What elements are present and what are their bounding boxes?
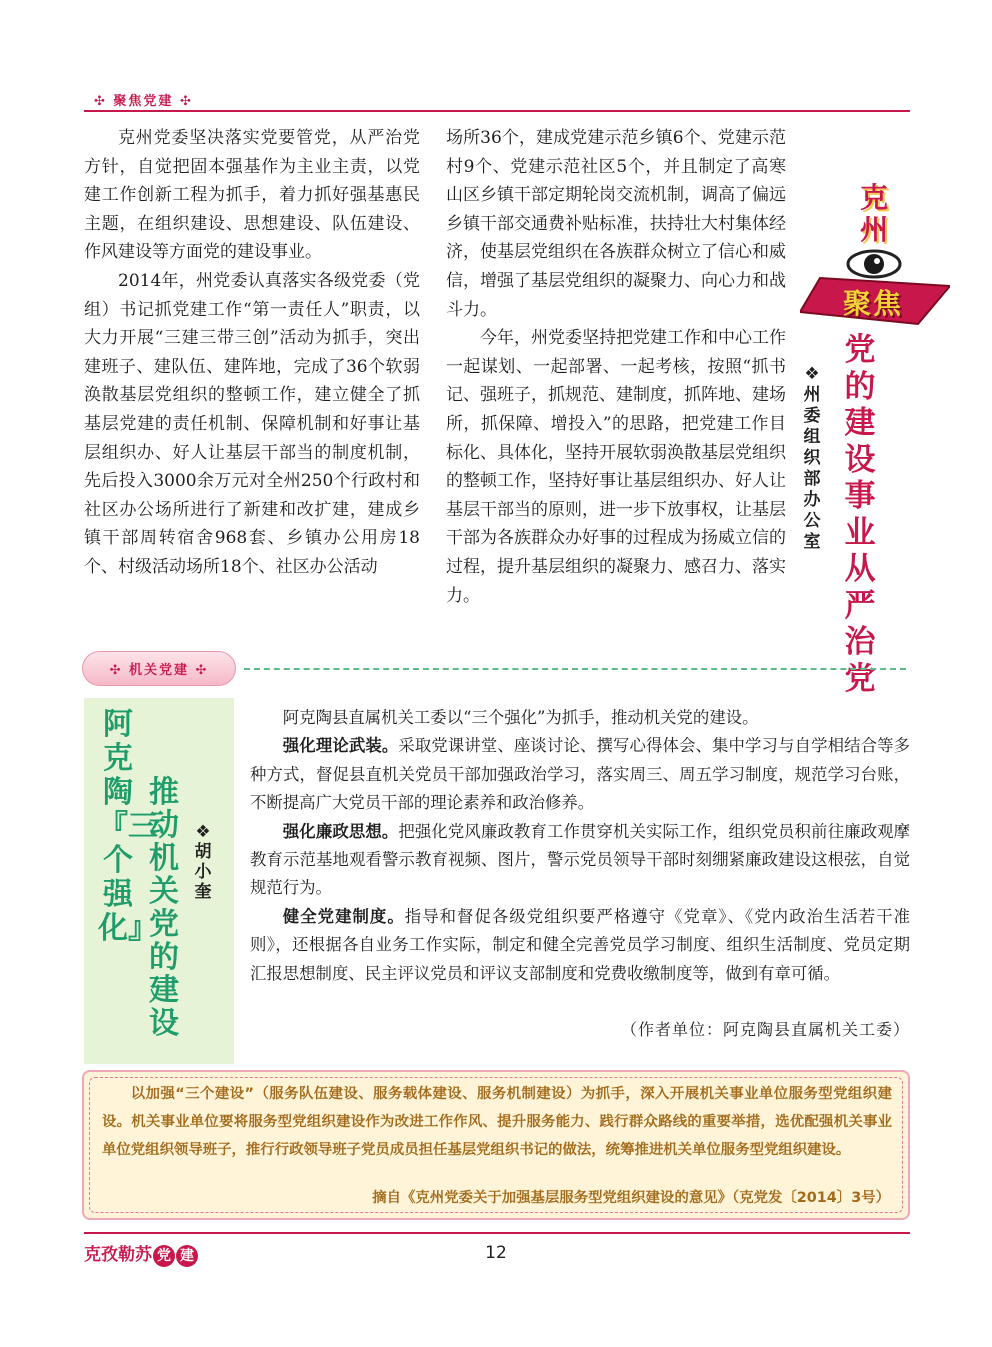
section2-tag: ✣ 机关党建 ✣: [109, 663, 209, 678]
article2-byline: ❖胡小奎: [194, 822, 212, 902]
point-text: 把强化党风廉政教育工作贯穿机关实际工作，组织党员积前往廉政观摩教育示范基地观看警示教育视频、图片，警示党员领导干部时刻绷紧廉政建设这根弦，自觉规范行为。: [250, 821, 911, 898]
article1-paragraph: 克州党委坚决落实党要管党，从严治党方针，自觉把固本强基作为主业主责，以党建工作创新工程为抓手，着力抓好强基惠民主题，在组织建设、思想建设、队伍建设、作风建设等方面党的建设事业。: [84, 128, 420, 263]
point-heading: 强化理论武装。: [282, 736, 399, 756]
bottom-divider: [84, 1232, 910, 1234]
article1-byline: ❖州委组织部办公室: [803, 364, 821, 552]
footer-brand-jian: 建: [176, 1245, 198, 1267]
article1-paragraph: 今年，州党委坚持把党建工作和中心工作一起谋划、一起部署、一起考核，按照“抓书记、强班子，抓规范、建制度，抓阵地、建场所，抓保障、增投入”的思路，把党建工作目标化、具体化，坚持开展软弱涣散基层党组织的整顿工作，坚持好事让基层组织办、好人让基层干部当的原则，进一步下放事权，让基层干部为各族群众办好事的过程成为扬威立信的过程，提升基层组织的凝聚力、感召力、落实力。: [446, 328, 786, 606]
point-heading: 健全党建制度。: [282, 906, 405, 926]
quote-text: [102, 1080, 892, 1164]
article2-point: [250, 818, 910, 903]
footer-brand-dang: 党: [153, 1245, 175, 1267]
point-heading: 强化廉政思想。: [282, 821, 399, 841]
page-number: 12: [485, 1243, 507, 1263]
article2-point: [250, 732, 910, 817]
article1-paragraph: 2014年，州党委认真落实各级党委（党组）书记抓党建工作“第一责任人”职责，以大力开展“三建三带三创”活动为抓手，突出建班子、建队伍、建阵地，完成了36个软弱涣散基层党组织的整顿工作，建立健全了抓基层党建的责任机制、保障机制和好事让基层组织办、好人让基层干部当的制度机制，先后投入3000余万元对全州250个行政村和社区办公场所进行了新建和改扩建，建成乡镇干部周转宿舍968套、乡镇办公用房18个、村级活动场所18个、社区办公活动: [84, 270, 420, 577]
article1-paragraph-continued: 场所36个，建成党建示范乡镇6个、党建示范村9个、党建示范社区5个，并且制定了高寒山区乡镇干部定期轮岗交流机制，调高了偏远乡镇干部交通费补贴标准，扶持壮大村集体经济，使基层党组织在各族群众树立了信心和威信，增强了基层党组织的凝聚力、向心力和战斗力。: [446, 128, 786, 320]
footer-brand-text: 克孜勒苏: [84, 1245, 152, 1265]
dashed-divider: [244, 668, 906, 670]
article1-column-left: [84, 124, 420, 582]
section-tag: ✣ 聚焦党建 ✣: [94, 94, 193, 109]
article1-headline: 党的建设事业从严治党: [844, 332, 876, 697]
article2-intro: 阿克陶县直属机关工委以“三个强化”为抓手，推动机关党的建设。: [282, 708, 759, 727]
footer-brand: [84, 1240, 198, 1267]
point-text: 采取党课讲堂、座谈讨论、撰写心得体会、集中学习与自学相结合等多种方式，督促县直机关党员干部加强政治学习，落实周三、周五学习制度，规范学习台账，不断提高广大党员干部的理论素养和政治修养。: [250, 736, 911, 813]
article1-column-right: [446, 124, 786, 610]
quote-paragraph: 以加强“三个建设”（服务队伍建设、服务载体建设、服务机制建设）为抓手，深入开展机关事业单位服务型党组织建设。机关事业单位要将服务型党组织建设作为改进工作作风、提升服务能力、践行群众路线的重要举措，选优配强机关事业单位党组织领导班子，推行行政领导班子党员成员担任基层党组织书记的做法，统筹推进机关单位服务型党组织建设。: [102, 1086, 892, 1158]
quote-source: 摘自《克州党委关于加强基层服务型党组织建设的意见》（克党发〔2014〕3号）: [372, 1190, 890, 1206]
article2-point: [250, 903, 910, 988]
focus-label: 聚焦: [842, 287, 903, 320]
article2-title-line1: 阿克陶『三个强化』: [98, 707, 158, 946]
point-text: 指导和督促各级党组织要严格遵守《党章》、《党内政治生活若干准则》，还根据各自业务工作实际，制定和健全完善党员学习制度、组织生活制度、党员定期汇报思想制度、民主评议党员和评议支部制度和党费收缴制度等，做到有章可循。: [250, 906, 911, 983]
author-affiliation: （作者单位：阿克陶县直属机关工委）: [620, 1020, 910, 1039]
article2-body: [250, 704, 910, 988]
top-divider: [84, 110, 910, 112]
region-label: 克州: [859, 181, 888, 246]
article2-title-line2: 推动机关党的建设: [149, 775, 179, 1041]
